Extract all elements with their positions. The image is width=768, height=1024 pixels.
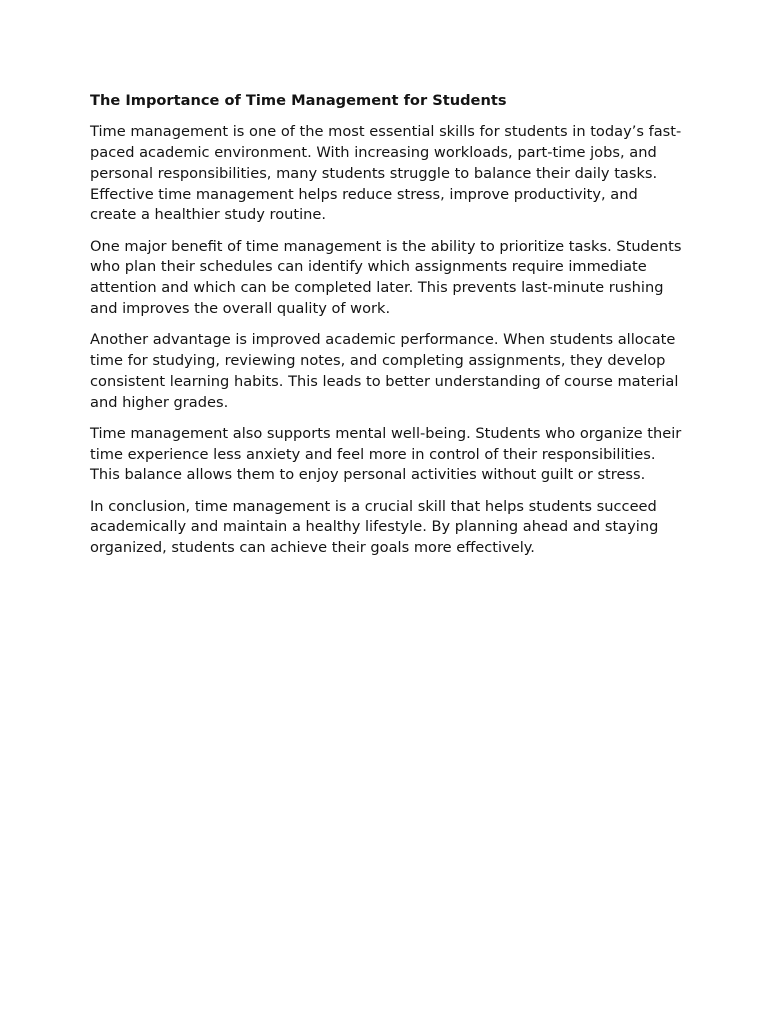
paragraph-mental-well-being: Time management also supports mental well-being. Students who organize their time experience less anxiety and feel more in control of their responsibilities. This balance allows them to enjoy personal activities without guilt or stress. (90, 424, 682, 484)
paragraph-prioritization: One major benefit of time management is the ability to prioritize tasks. Students who plan their schedules can identify which assignments require immediate attention and which can be completed later. This prevents last-minute rushing and improves the overall quality of work. (90, 237, 682, 318)
paragraph-academic-performance: Another advantage is improved academic performance. When students allocate time for studying, reviewing notes, and completing assignments, they develop consistent learning habits. This leads to better understanding of course material and higher grades. (90, 331, 679, 411)
document-title: The Importance of Time Management for Students (90, 92, 507, 109)
paragraph-introduction: Time management is one of the most essential skills for students in today’s fast-paced academic environment. With increasing workloads, part-time jobs, and personal responsibilities, many students struggle to balance their daily tasks. Effective time management helps reduce stress, improve productivity, and create a healthier study routine. (90, 123, 682, 224)
paragraph-conclusion: In conclusion, time management is a crucial skill that helps students succeed academically and maintain a healthy lifestyle. By planning ahead and staying organized, students can achieve their goals more effectively. (90, 497, 659, 557)
document-body (90, 91, 686, 569)
